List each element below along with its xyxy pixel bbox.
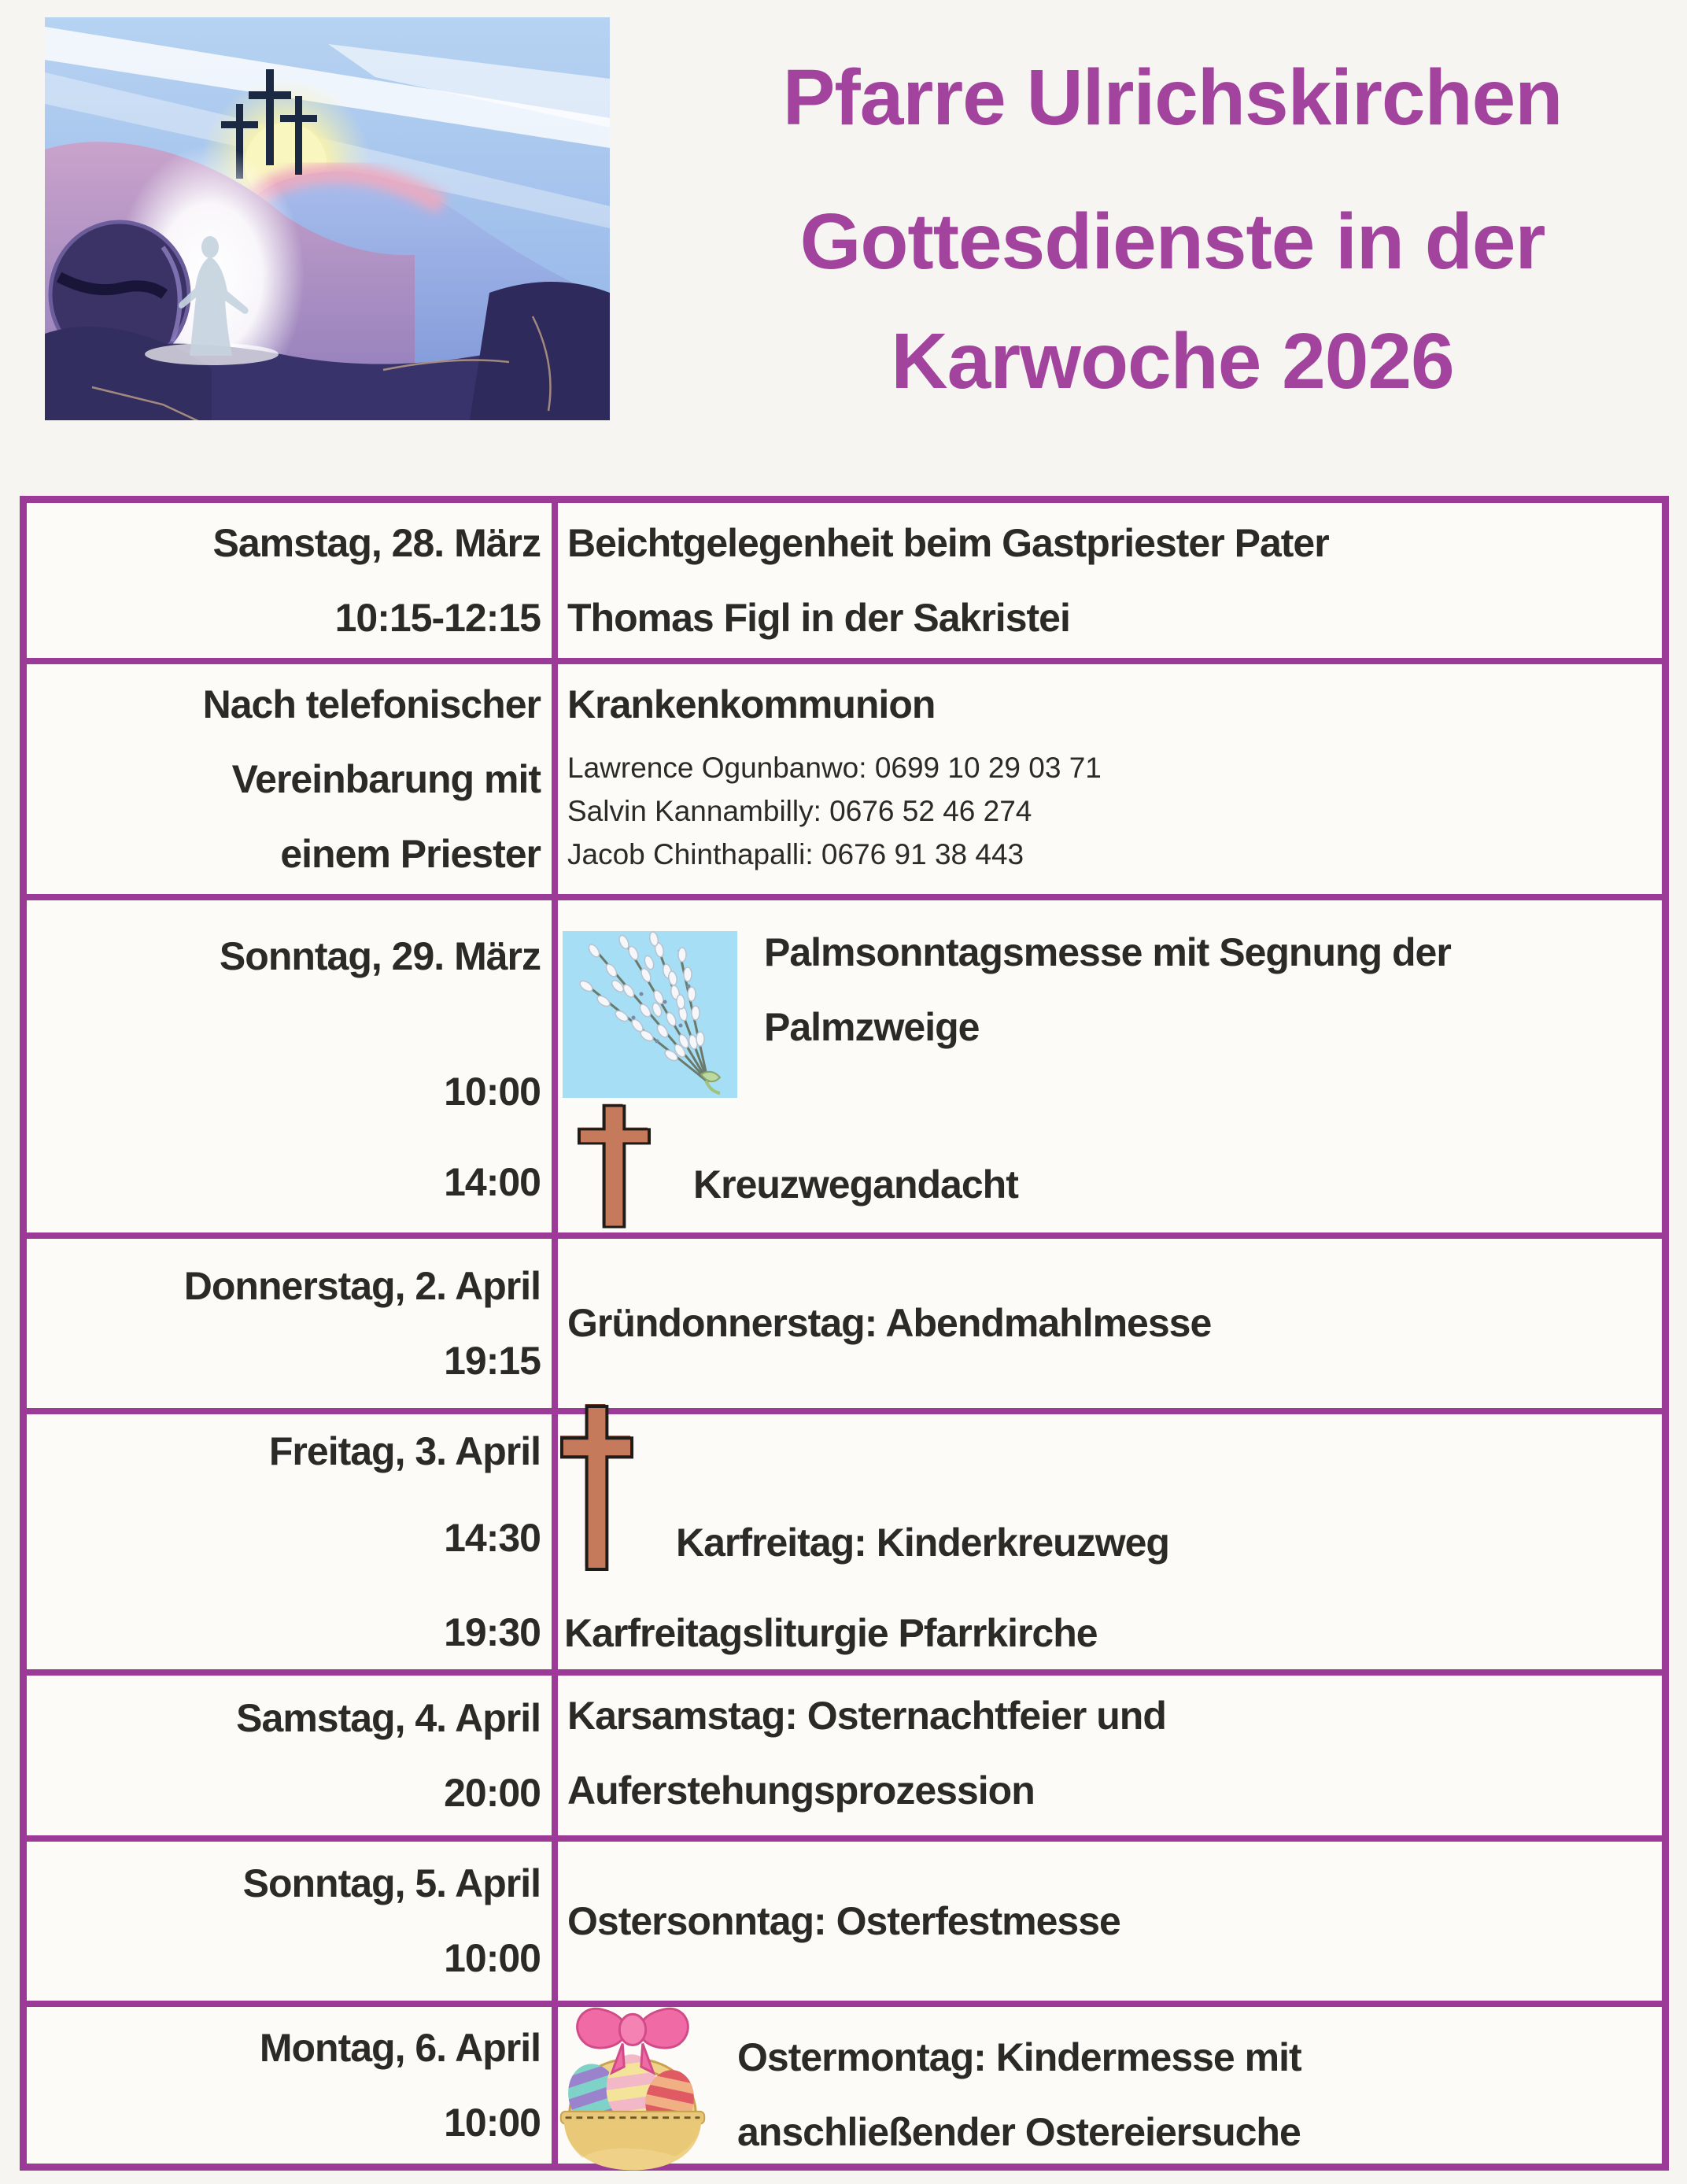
event-line: anschließender Ostereiersuche (737, 2110, 1301, 2154)
row-4-event: Gründonnerstag: Abendmahlmesse (567, 1301, 1212, 1345)
event-line: Palmsonntagsmesse mit Segnung der (764, 930, 1451, 974)
wooden-cross-icon (559, 1403, 634, 1572)
wooden-cross-icon (577, 1103, 652, 1229)
row-2-event-cell (558, 664, 1662, 894)
row-7-event: Ostersonntag: Osterfestmesse (567, 1898, 1120, 1943)
row-5-time-1: 14:30 (444, 1516, 541, 1560)
row-6-time: 20:00 (444, 1770, 541, 1815)
row-7-time: 10:00 (444, 1936, 541, 1980)
row-2-left-line: Nach telefonischer (202, 682, 541, 726)
row-1-event-line: Thomas Figl in der Sakristei (567, 596, 1070, 640)
palm-branches-icon (563, 931, 737, 1098)
contact-line: Jacob Chinthapalli: 0676 91 38 443 (567, 838, 1024, 870)
row-8-date: Montag, 6. April (259, 2025, 541, 2070)
good-friday-liturgy-event: Karfreitagsliturgie Pfarrkirche (564, 1611, 1098, 1655)
easter-basket-icon (552, 1996, 714, 2175)
row-3-time-1: 10:00 (444, 1070, 541, 1114)
row-3-time-2: 14:00 (444, 1160, 541, 1204)
contact-list (558, 746, 1662, 876)
way-of-cross-event: Kreuzwegandacht (693, 1162, 1018, 1207)
row-1-time: 10:15-12:15 (334, 595, 541, 640)
row-1-date: Samstag, 28. März (212, 520, 541, 565)
row-8-event-cell (558, 2007, 1662, 2164)
resurrection-scene-illustration (45, 17, 610, 420)
row-1-date-cell (27, 503, 552, 658)
row-7-date: Sonntag, 5. April (242, 1861, 541, 1905)
schedule-table (20, 496, 1669, 2171)
row-5-date-cell (27, 1414, 552, 1669)
row-6-event-cell (558, 1676, 1662, 1835)
row-7-date-cell (27, 1842, 552, 2001)
row-5-time-2: 19:30 (444, 1610, 541, 1654)
row-8-date-cell (27, 2007, 552, 2164)
row-4-time: 19:15 (444, 1338, 541, 1383)
good-friday-children-event: Karfreitag: Kinderkreuzweg (676, 1521, 1169, 1565)
row-4-date: Donnerstag, 2. April (183, 1263, 541, 1308)
title-line-3: Karwoche 2026 (891, 317, 1454, 405)
row-3-date-cell (27, 900, 552, 1232)
row-8-time: 10:00 (444, 2100, 541, 2145)
palm-sunday-event (764, 915, 1451, 1065)
row-2-date-cell (27, 664, 552, 894)
row-2-left-line: einem Priester (280, 831, 541, 876)
event-line: Ostermontag: Kindermesse mit (737, 2035, 1301, 2079)
page-title (661, 0, 1684, 441)
row-1-event-cell (558, 503, 1662, 658)
row-1-event-line: Beichtgelegenheit beim Gastpriester Pater (567, 521, 1329, 565)
event-line: Palmzweige (764, 1005, 980, 1049)
row-6-date-cell (27, 1676, 552, 1835)
row-3-date: Sonntag, 29. März (219, 934, 541, 978)
contact-line: Lawrence Ogunbanwo: 0699 10 29 03 71 (567, 752, 1102, 784)
row-5-event-cell (558, 1414, 1662, 1669)
row-5-date: Freitag, 3. April (268, 1429, 541, 1473)
easter-monday-event (737, 2020, 1301, 2170)
row-2-left-line: Vereinbarung mit (231, 756, 541, 801)
title-line-2: Gottesdienste in der (799, 198, 1545, 286)
row-6-date: Samstag, 4. April (236, 1695, 541, 1740)
row-7-event-cell (558, 1842, 1662, 2001)
row-4-event-cell (558, 1239, 1662, 1408)
row-2-heading: Krankenkommunion (567, 682, 936, 726)
title-line-1: Pfarre Ulrichskirchen (782, 54, 1563, 142)
row-6-event-line: Auferstehungsprozession (567, 1768, 1035, 1813)
row-6-event-line: Karsamstag: Osternachtfeier und (567, 1694, 1166, 1738)
row-4-date-cell (27, 1239, 552, 1408)
row-3-event-cell (558, 900, 1662, 1232)
contact-line: Salvin Kannambilly: 0676 52 46 274 (567, 795, 1032, 827)
